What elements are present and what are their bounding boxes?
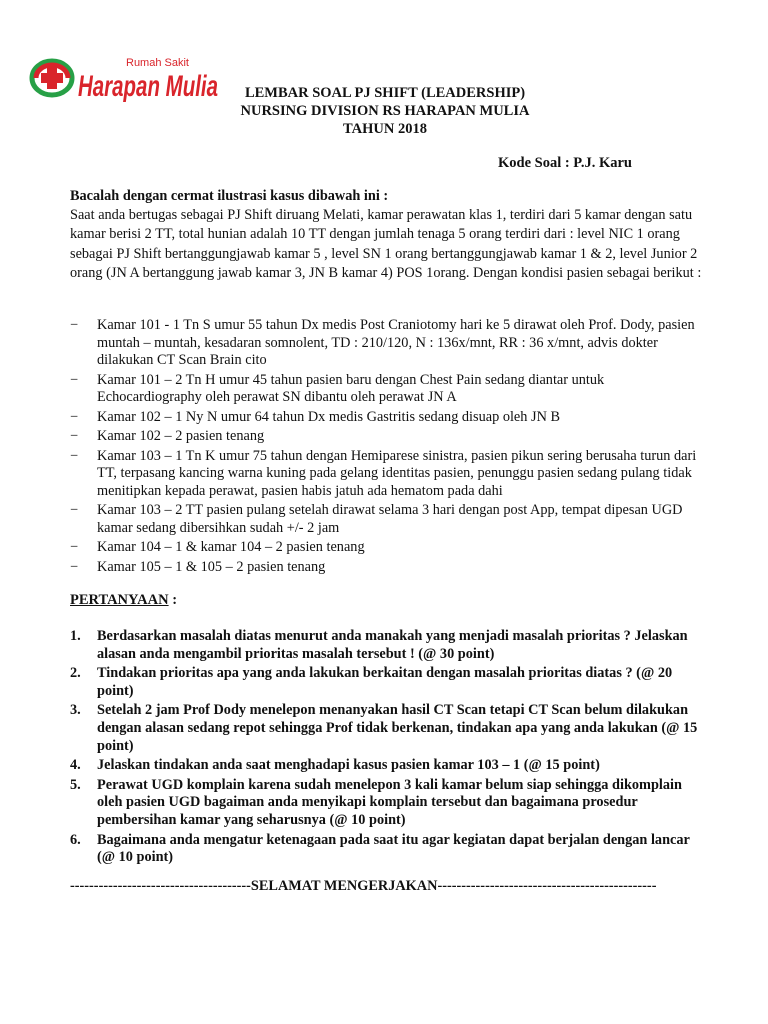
question-item xyxy=(70,777,710,830)
list-item xyxy=(70,502,710,537)
question-text: Tindakan prioritas apa yang anda lakukan berkaitan dengan masalah prioritas diatas ? (@ 20 point) xyxy=(97,665,673,699)
list-item xyxy=(70,448,710,501)
intro-heading: Bacalah dengan cermat ilustrasi kasus dibawah ini : xyxy=(70,188,389,204)
list-item-text: Kamar 104 – 1 & kamar 104 – 2 pasien tenang xyxy=(97,539,365,555)
list-item-text: Kamar 102 – 2 pasien tenang xyxy=(97,428,265,444)
questions-heading xyxy=(70,592,177,609)
questions-heading-label: PERTANYAAN xyxy=(70,592,169,608)
dash-bullet: − xyxy=(70,317,79,333)
question-number: 6. xyxy=(70,831,81,848)
question-item xyxy=(70,832,710,867)
question-item xyxy=(70,757,710,775)
closing-line: --------------------------------------SELAMAT MENGERJAKAN---------------------------------------------- xyxy=(70,878,657,894)
question-number: 2. xyxy=(70,665,81,682)
dash-bullet: − xyxy=(70,428,79,444)
question-number: 3. xyxy=(70,702,81,719)
dash-bullet: − xyxy=(70,539,79,555)
dash-bullet: − xyxy=(70,558,79,575)
dash-bullet: − xyxy=(70,408,79,425)
question-number: 1. xyxy=(70,628,81,644)
list-item-text: Kamar 102 – 1 Ny N umur 64 tahun Dx medis Gastritis sedang disuap oleh JN B xyxy=(97,408,561,425)
list-item-text: Kamar 103 – 1 Tn K umur 75 tahun dengan Hemiparese sinistra, pasien pikun sering berusaha turun dari TT, terpasang kancing warna kuning pada gelang identitas pasien, penunggu pasien sedang pulang tidak menitipkan kepada perawat, pasien habis jatuh ada hematom pada dahi xyxy=(97,447,697,499)
dash-bullet: − xyxy=(70,502,79,518)
list-item xyxy=(70,372,710,407)
question-text: Jelaskan tindakan anda saat menghadapi kasus pasien kamar 103 – 1 (@ 15 point) xyxy=(97,757,600,774)
dash-bullet: − xyxy=(70,447,79,464)
intro-paragraph: Saat anda bertugas sebagai PJ Shift diruang Melati, kamar perawatan klas 1, terdiri dari 5 kamar dengan satu kamar berisi 2 TT, total hunian adalah 10 TT dengan jumlah tenaga 5 orang terdiri dari : level NIC 1 orang sebagai PJ Shift bertanggungjawab kamar 5 , level SN 1 orang bertanggungjawab kamar 1 & 2, level Junior 2 orang (JN A bertanggung jawab kamar 3, JN B kamar 4) POS 1orang. Dengan kondisi pasien sebagai berikut : xyxy=(70,207,702,281)
question-item xyxy=(70,702,710,755)
list-item xyxy=(70,409,710,427)
logo-tagline: Rumah Sakit xyxy=(126,57,189,69)
list-item xyxy=(70,317,710,370)
dash-bullet: − xyxy=(70,371,79,388)
intro-section xyxy=(70,187,710,283)
logo-name: Harapan Mulia xyxy=(78,70,218,103)
title-line-3: TAHUN 2018 xyxy=(343,121,427,137)
kode-soal: Kode Soal : P.J. Karu xyxy=(497,155,632,171)
question-list xyxy=(70,628,710,869)
list-item-text: Kamar 105 – 1 & 105 – 2 pasien tenang xyxy=(97,558,326,575)
question-item xyxy=(70,628,710,663)
title-line-2: NURSING DIVISION RS HARAPAN MULIA xyxy=(240,103,530,119)
question-item xyxy=(70,665,710,700)
list-item xyxy=(70,539,710,557)
questions-heading-colon: : xyxy=(168,592,178,608)
list-item-text: Kamar 101 – 2 Tn H umur 45 tahun pasien baru dengan Chest Pain sedang diantar untuk Echocardiography oleh perawat SN dibantu oleh perawat JN A xyxy=(97,371,605,405)
title-line-1: LEMBAR SOAL PJ SHIFT (LEADERSHIP) xyxy=(244,85,526,101)
list-item-text: Kamar 101 - 1 Tn S umur 55 tahun Dx medis Post Craniotomy hari ke 5 dirawat oleh Prof. Dody, pasien muntah – muntah, kesadaran somnolent, TD : 210/120, N : 136x/mnt, RR : 36 x/mnt, advis dokter dilakukan CT Scan Brain cito xyxy=(97,317,695,368)
question-text: Perawat UGD komplain karena sudah menelepon 3 kali kamar belum siap sehingga dikomplain oleh pasien UGD bagaiman anda menyikapi komplain tersebut dan bagaimana prosedur pembersihan kamar yang seharusnya (@ 10 point) xyxy=(97,776,682,828)
list-item xyxy=(70,428,710,446)
question-number: 4. xyxy=(70,757,81,774)
question-text: Setelah 2 jam Prof Dody menelepon menanyakan hasil CT Scan tetapi CT Scan belum dilakukan dengan alasan sedang repot sehingga Prof tidak berkenan, tindakan apa yang anda lakukan (@ 15 point) xyxy=(97,702,698,754)
case-list xyxy=(70,317,710,578)
question-number: 5. xyxy=(70,776,81,793)
list-item-text: Kamar 103 – 2 TT pasien pulang setelah dirawat selama 3 hari dengan post App, tempat dipesan UGD kamar sedang dibersihkan sudah +/- 2 jam xyxy=(97,502,683,536)
document-title xyxy=(190,84,580,138)
list-item xyxy=(70,559,710,577)
question-text: Bagaimana anda mengatur ketenagaan pada saat itu agar kegiatan dapat berjalan dengan lancar (@ 10 point) xyxy=(97,831,690,866)
question-text: Berdasarkan masalah diatas menurut anda manakah yang menjadi masalah prioritas ? Jelaskan alasan anda mengambil prioritas masalah tersebut ! (@ 30 point) xyxy=(97,628,688,662)
